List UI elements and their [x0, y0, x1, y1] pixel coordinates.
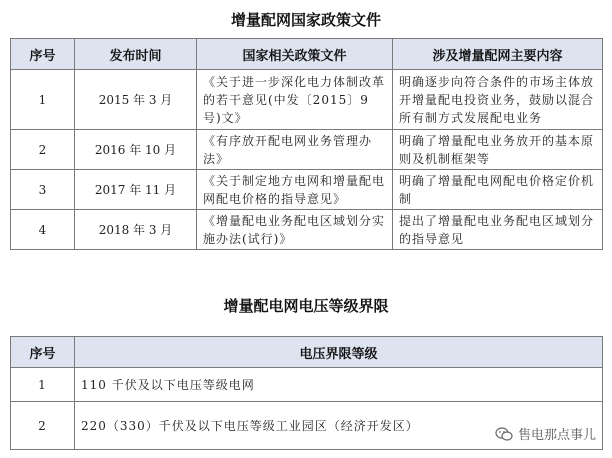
table-header-row [11, 337, 603, 368]
row-number: 4 [11, 210, 75, 250]
table-row [11, 70, 603, 130]
release-date: 2016 年 10 月 [75, 130, 197, 170]
watermark [493, 423, 598, 444]
row-number: 2 [11, 130, 75, 170]
table-row [11, 210, 603, 250]
release-date: 2018 年 3 月 [75, 210, 197, 250]
policy-document: 《增量配电业务配电区域划分实施办法(试行)》 [197, 210, 393, 250]
policy-content: 明确逐步向符合条件的市场主体放开增量配电投资业务，鼓励以混合所有制方式发展配电业务 [393, 70, 603, 130]
row-number: 3 [11, 170, 75, 210]
column-header-date: 发布时间 [75, 39, 197, 70]
policy-table [10, 38, 603, 250]
column-header-no: 序号 [11, 337, 75, 368]
policy-document: 《关于制定地方电网和增量配电网配电价格的指导意见》 [197, 170, 393, 210]
table-row [11, 130, 603, 170]
row-number: 1 [11, 368, 75, 402]
policy-document: 《关于进一步深化电力体制改革的若干意见(中发〔2015〕9号)文》 [197, 70, 393, 130]
column-header-document: 国家相关政策文件 [197, 39, 393, 70]
column-header-content: 涉及增量配网主要内容 [393, 39, 603, 70]
release-date: 2017 年 11 月 [75, 170, 197, 210]
table-header-row [11, 39, 603, 70]
policy-document: 《有序放开配电网业务管理办法》 [197, 130, 393, 170]
policy-content: 明确了增量配电网配电价格定价机制 [393, 170, 603, 210]
policy-table-title: 增量配网国家政策文件 [230, 11, 381, 29]
voltage-level: 110 千伏及以下电压等级电网 [75, 368, 603, 402]
policy-content: 提出了增量配电业务配电区域划分的指导意见 [393, 210, 603, 250]
voltage-level: 220（330）千伏及以下电压等级工业园区（经济开发区） [75, 402, 603, 450]
wechat-icon [495, 427, 513, 441]
row-number: 1 [11, 70, 75, 130]
voltage-table-title: 增量配电网电压等级界限 [223, 297, 389, 315]
column-header-voltage-limit: 电压界限等级 [75, 337, 603, 368]
table-row [11, 368, 603, 402]
row-number: 2 [11, 402, 75, 450]
watermark-text: 售电那点事儿 [517, 428, 596, 443]
column-header-no: 序号 [11, 39, 75, 70]
release-date: 2015 年 3 月 [75, 70, 197, 130]
table-row [11, 170, 603, 210]
policy-content: 明确了增量配电业务放开的基本原则及机制框架等 [393, 130, 603, 170]
